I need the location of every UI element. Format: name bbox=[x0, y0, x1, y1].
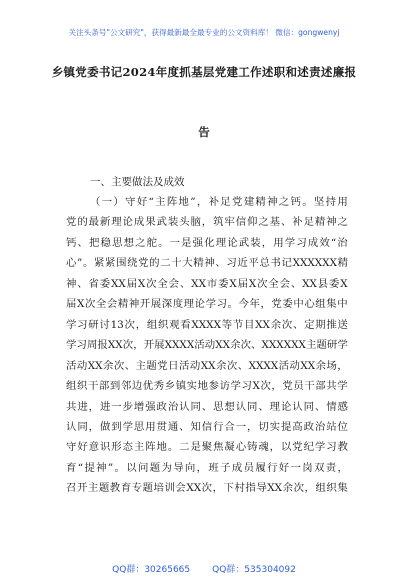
body-line: 心 ” 。 紧 紧 围 绕 党 的 二 十 大 精 神 、 习 近 平 总 书 记 XXXXXX 精 bbox=[66, 257, 348, 270]
body-line: 神 、 省 委 XX 届 X 次 全 会 、 XX 市 委 X 届 X 次 全 会 、 XX 县 委 X bbox=[66, 277, 348, 290]
footer-contact bbox=[0, 562, 408, 575]
body-line: 届 X 次 全 会 精 神 开 展 深 度 理 论 学 习 。 今 年 ， 党 委 中 心 组 集 中 bbox=[66, 298, 348, 311]
body-line: 学 习 研 讨 13 次 ， 组 织 观 看 XXXX 等 节 目 XX 余 次 、 定 期 推 送 bbox=[66, 318, 348, 331]
body-line: （ 一 ） 守 好 “ 主 阵 地 ” ， 补 足 党 建 精 神 之 钙 。 坚 持 用 bbox=[90, 196, 348, 208]
document-title-continuation: 告 bbox=[198, 125, 210, 139]
footer-qq-group-2: QQ群：535304092 bbox=[212, 565, 296, 575]
footer-qq-group-1: QQ群：30265665 bbox=[112, 565, 191, 575]
body-line: 钙 、 把 稳 思 想 之 舵 。 一 是 强 化 理 论 武 装 ， 用 学 习 成 效 “ 治 bbox=[66, 236, 348, 249]
section-heading: 一、主要做法及成效 bbox=[90, 176, 185, 188]
body-line: 召 开 主 题 教 育 专 题 培 训 会 XX 次 ， 下 村 指 导 XX 余 次 ， 组 织 集 bbox=[66, 482, 348, 495]
body-line: 活 动 XX 余 次 、 主 题 党 日 活 动 XX 余 次 、 XXXX 活 动 XX 余 场 ， bbox=[66, 359, 348, 372]
body-line: 党 的 最 新 理 论 成 果 武 装 头 脑 ， 筑 牢 信 仰 之 基 、 补 足 精 神 之 bbox=[66, 216, 348, 229]
document-title: 乡镇党委书记2024年度抓基层党建工作述职和述责述廉报 bbox=[51, 65, 357, 79]
body-line: 育 “ 提 神 ” 。 以 问 题 为 导 向 ， 班 子 成 员 履 行 好 一 岗 双 责 ， bbox=[66, 461, 348, 474]
body-line: 组 织 干 部 到 邻 边 优 秀 乡 镇 实 地 参 访 学 习 X 次 ， 党 员 干 部 共 学 bbox=[66, 380, 348, 393]
body-line: 共 进 ， 进 一 步 增 强 政 治 认 同 、 思 想 认 同 、 理 论 认 同 、 情 感 bbox=[66, 400, 348, 413]
body-line: 认 同 ， 做 到 学 思 用 贯 通 、 知 信 行 合 一 ， 切 实 提 高 政 治 站 位 bbox=[66, 420, 348, 433]
header-banner: 关注头条号"公文研究"，获得最新最全最专业的公文资料库！ 微信：gongwenyj bbox=[68, 28, 340, 37]
body-line: 守 好 意 识 形 态 主 阵 地 。 二 是 聚 焦 凝 心 铸 魂 ， 以 党 纪 学 习 教 bbox=[66, 441, 348, 454]
body-line: 学 习 周 报 XX 次 ， 开 展 XXXX 活 动 XX 余 次 、 XXXXXX 主 题 研 学 bbox=[66, 339, 348, 352]
